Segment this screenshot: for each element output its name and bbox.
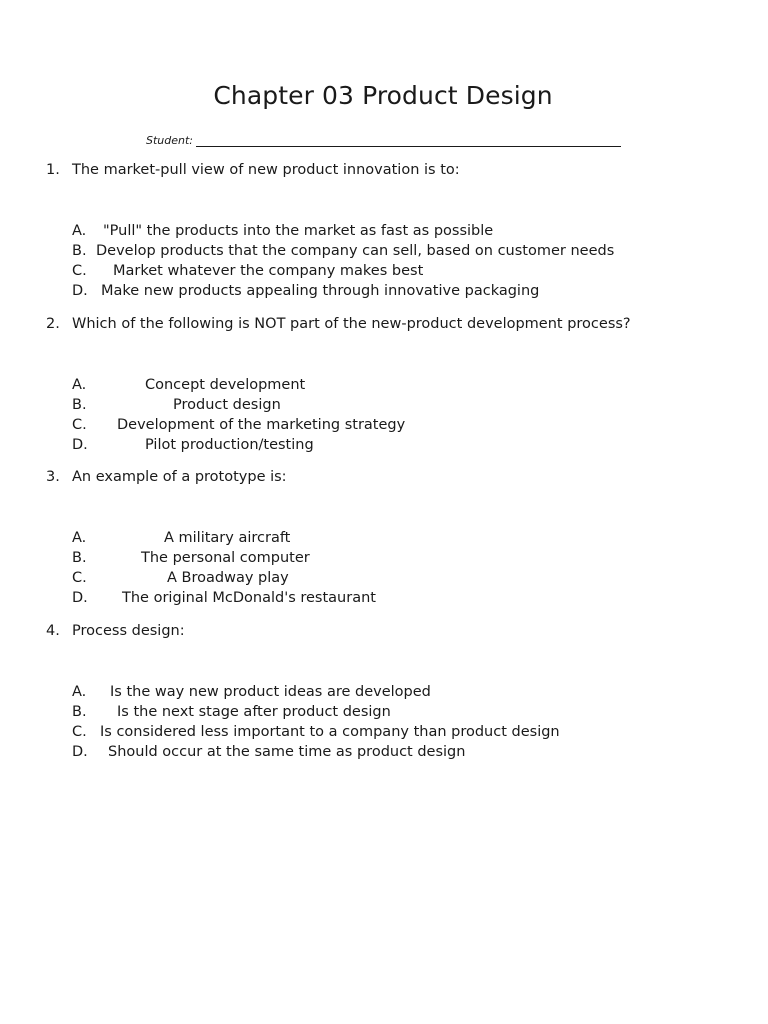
- option-a: [72, 375, 712, 395]
- option-letter: B.: [72, 704, 87, 720]
- option-letter: C.: [72, 724, 87, 740]
- question-number: 3.: [46, 469, 60, 485]
- question-number: 4.: [46, 623, 60, 639]
- option-text: A Broadway play: [167, 570, 289, 586]
- option-letter: A.: [72, 377, 87, 393]
- question-1-prompt: [46, 160, 460, 180]
- option-letter: D.: [72, 744, 88, 760]
- option-b: [72, 241, 712, 261]
- option-text: The personal computer: [141, 550, 310, 566]
- option-a: [72, 528, 712, 548]
- option-text: Is considered less important to a company than product design: [100, 724, 560, 740]
- option-d: [72, 588, 712, 608]
- option-letter: D.: [72, 437, 88, 453]
- option-c: [72, 415, 712, 435]
- option-b: [72, 395, 712, 415]
- option-letter: A.: [72, 684, 87, 700]
- student-label: Student:: [146, 134, 194, 147]
- option-d: [72, 435, 712, 455]
- question-2-prompt: [46, 314, 631, 334]
- option-text: Develop products that the company can sell, based on customer needs: [96, 243, 615, 259]
- option-a: [72, 682, 712, 702]
- option-text: Is the next stage after product design: [117, 704, 391, 720]
- question-text: Which of the following is NOT part of the new-product development process?: [72, 316, 631, 332]
- option-text: The original McDonald's restaurant: [122, 590, 376, 606]
- option-letter: A.: [72, 530, 87, 546]
- option-text: Pilot production/testing: [145, 437, 314, 453]
- option-d: [72, 281, 712, 301]
- option-d: [72, 742, 712, 762]
- option-letter: A.: [72, 223, 87, 239]
- option-b: [72, 548, 712, 568]
- option-text: "Pull" the products into the market as fast as possible: [103, 223, 494, 239]
- option-letter: B.: [72, 243, 87, 259]
- option-text: Development of the marketing strategy: [117, 417, 406, 433]
- option-letter: C.: [72, 417, 87, 433]
- option-text: A military aircraft: [164, 530, 291, 546]
- option-a: [72, 221, 712, 241]
- option-text: Market whatever the company makes best: [113, 263, 424, 279]
- option-letter: D.: [72, 590, 88, 606]
- option-c: [72, 722, 712, 742]
- question-3-prompt: [46, 467, 287, 487]
- option-letter: B.: [72, 397, 87, 413]
- option-c: [72, 568, 712, 588]
- option-letter: C.: [72, 263, 87, 279]
- option-text: Should occur at the same time as product design: [108, 744, 466, 760]
- student-name-field: [146, 129, 621, 147]
- question-4-prompt: [46, 621, 185, 641]
- question-number: 1.: [46, 162, 60, 178]
- option-letter: B.: [72, 550, 87, 566]
- option-c: [72, 261, 712, 281]
- option-b: [72, 702, 712, 722]
- question-text: An example of a prototype is:: [72, 469, 287, 485]
- document-title: Chapter 03 Product Design: [213, 81, 553, 110]
- question-text: Process design:: [72, 623, 185, 639]
- option-text: Concept development: [145, 377, 306, 393]
- option-letter: D.: [72, 283, 88, 299]
- student-name-line: [196, 133, 621, 147]
- question-number: 2.: [46, 316, 60, 332]
- question-text: The market-pull view of new product innovation is to:: [72, 162, 460, 178]
- option-text: Is the way new product ideas are developed: [110, 684, 431, 700]
- option-text: Make new products appealing through innovative packaging: [101, 283, 540, 299]
- option-letter: C.: [72, 570, 87, 586]
- option-text: Product design: [173, 397, 281, 413]
